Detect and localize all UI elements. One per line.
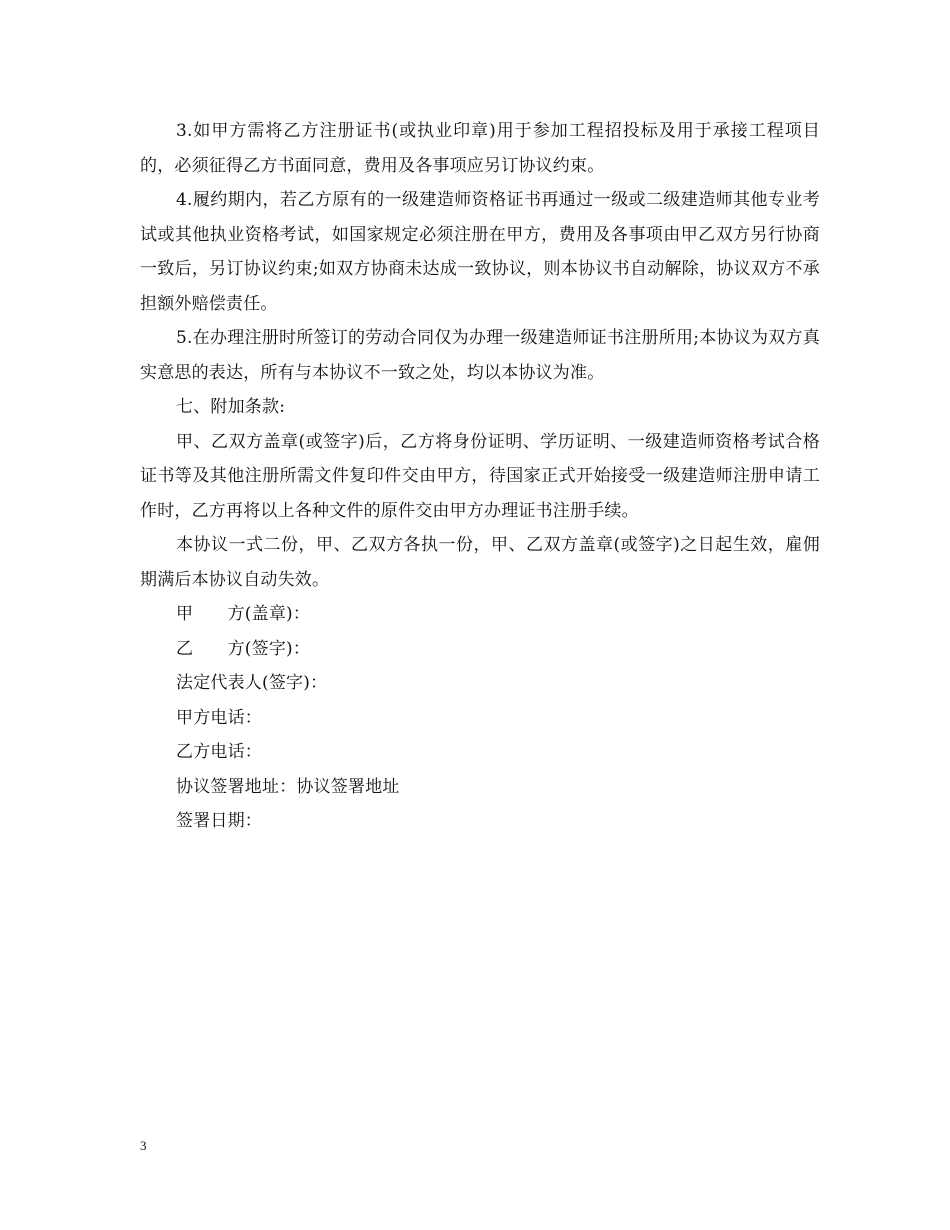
legal-representative-line: 法定代表人(签字)： xyxy=(176,673,328,693)
signing-address-line: 协议签署地址：协议签署地址 xyxy=(176,776,400,797)
clause-5-paragraph: 5.在办理注册时所签订的劳动合同仅为办理一级建造师证书注册所用;本协议为双方真实意思的表达，所有与本协议不一致之处，均以本协议为准。 xyxy=(140,328,820,383)
document-body xyxy=(140,114,820,839)
signing-date-line: 签署日期： xyxy=(176,811,262,831)
page-number: 3 xyxy=(140,1138,147,1153)
clause-3-paragraph: 3.如甲方需将乙方注册证书(或执业印章)用于参加工程招投标及用于承接工程项目的，必须征得乙方书面同意，费用及各事项应另订协议约束。 xyxy=(140,121,820,176)
party-a-seal-line: 甲 方(盖章)： xyxy=(176,604,311,624)
party-b-signature-line: 乙 方(签字)： xyxy=(176,638,311,659)
party-a-phone-line: 甲方电话： xyxy=(176,707,262,728)
party-b-phone-line: 乙方电话： xyxy=(176,742,262,762)
effectiveness-paragraph: 本协议一式二份，甲、乙双方各执一份，甲、乙双方盖章(或签字)之日起生效，雇佣期满后本协议自动失效。 xyxy=(140,535,820,590)
additional-terms-heading: 七、附加条款: xyxy=(176,397,286,417)
additional-terms-paragraph: 甲、乙双方盖章(或签字)后，乙方将身份证明、学历证明、一级建造师资格考试合格证书等及其他注册所需文件复印件交由甲方，待国家正式开始接受一级建造师注册申请工作时，乙方再将以上各种文件的原件交由甲方办理证书注册手续。 xyxy=(140,431,820,521)
clause-4-paragraph: 4.履约期内，若乙方原有的一级建造师资格证书再通过一级或二级建造师其他专业考试或其他执业资格考试，如国家规定必须注册在甲方，费用及各事项由甲乙双方另行协商一致后，另订协议约束;如双方协商未达成一致协议，则本协议书自动解除，协议双方不承担额外赔偿责任。 xyxy=(140,190,820,314)
